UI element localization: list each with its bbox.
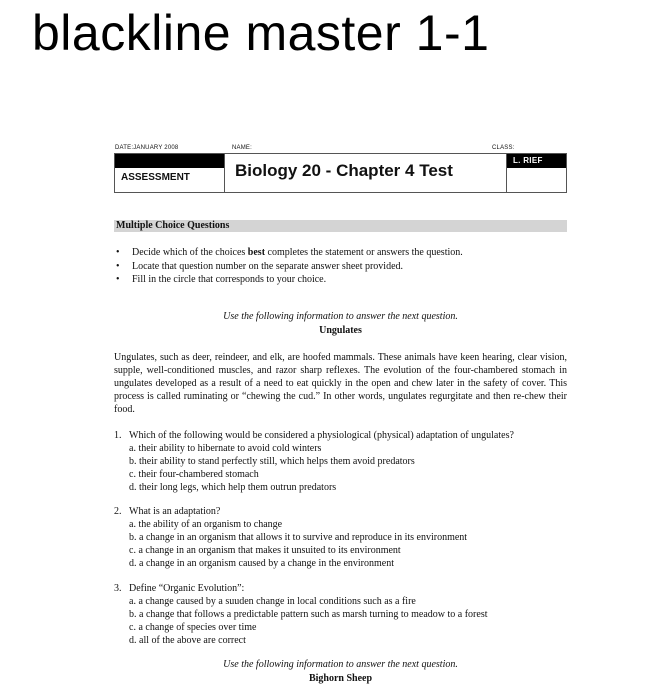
- answer-option: a. a change caused by a suuden change in local conditions such as a fire: [129, 596, 416, 607]
- answer-option: b. their ability to stand perfectly still, which helps them avoid predators: [129, 456, 415, 467]
- test-title-box: [224, 153, 507, 193]
- info-prompt: Use the following information to answer the next question.: [223, 311, 458, 322]
- name-label: NAME:: [232, 145, 253, 151]
- next-passage-title: Bighorn Sheep: [308, 673, 373, 684]
- section-title: Multiple Choice Questions: [116, 220, 230, 231]
- question-stem: 3. Define “Organic Evolution”:: [114, 583, 245, 594]
- answer-option: a. their ability to hibernate to avoid cold winters: [129, 443, 322, 454]
- next-info-prompt: Use the following information to answer the next question.: [223, 659, 458, 670]
- answer-option: a. the ability of an organism to change: [129, 519, 283, 530]
- answer-option: b. a change in an organism that allows it to survive and reproduce in its environment: [129, 532, 468, 543]
- assessment-label: ASSESSMENT: [121, 172, 190, 183]
- test-title: Biology 20 - Chapter 4 Test: [235, 161, 453, 180]
- author-bar: [507, 154, 566, 168]
- answer-option: b. a change that follows a predictable pattern such as marsh turning to meadow to a forest: [129, 609, 488, 620]
- answer-option: c. a change in an organism that makes it unsuited to its environment: [129, 545, 401, 556]
- question-2: [114, 505, 467, 570]
- question-stem: 2. What is an adaptation?: [114, 506, 221, 517]
- assessment-bar: [115, 154, 224, 168]
- passage-text: Ungulates, such as deer, reindeer, and elk, are hoofed mammals. These animals have keen hearing, clear vision, supple, well-conditioned muscles, and razor sharp reflexes. The evolution of the four-chambered stomach in ungulates developed as a result of a need to eat quickly in the open and chew later in the safety of cover. This process is called ruminating or “chewing the cud.” In other words, ungulates regurgitate and then re-chew their food.: [114, 352, 567, 415]
- section-header: [114, 220, 567, 232]
- answer-option: c. a change of species over time: [129, 622, 257, 633]
- question-3: [114, 582, 488, 647]
- class-label: CLASS:: [492, 145, 515, 151]
- author-label: L. RIEF: [513, 156, 543, 165]
- date-label: DATE:JANUARY 2008: [115, 145, 179, 151]
- instruction-item: • Locate that question number on the separate answer sheet provided.: [114, 260, 463, 274]
- instruction-item: • Fill in the circle that corresponds to your choice.: [114, 273, 463, 287]
- question-stem: 1. Which of the following would be considered a physiological (physical) adaptation of ungulates?: [114, 430, 514, 441]
- answer-option: d. their long legs, which help them outrun predators: [129, 482, 337, 493]
- answer-option: d. a change in an organism caused by a change in the environment: [129, 558, 395, 569]
- answer-option: d. all of the above are correct: [129, 635, 246, 646]
- question-1: [114, 429, 514, 494]
- page-title: blackline master 1-1: [32, 5, 490, 61]
- passage-title: Ungulates: [319, 325, 362, 336]
- instruction-list: [114, 246, 463, 287]
- answer-option: c. their four-chambered stomach: [129, 469, 259, 480]
- assessment-box: [114, 153, 225, 193]
- instruction-item: • Decide which of the choices best completes the statement or answers the question.: [114, 246, 463, 260]
- author-box: [506, 153, 567, 193]
